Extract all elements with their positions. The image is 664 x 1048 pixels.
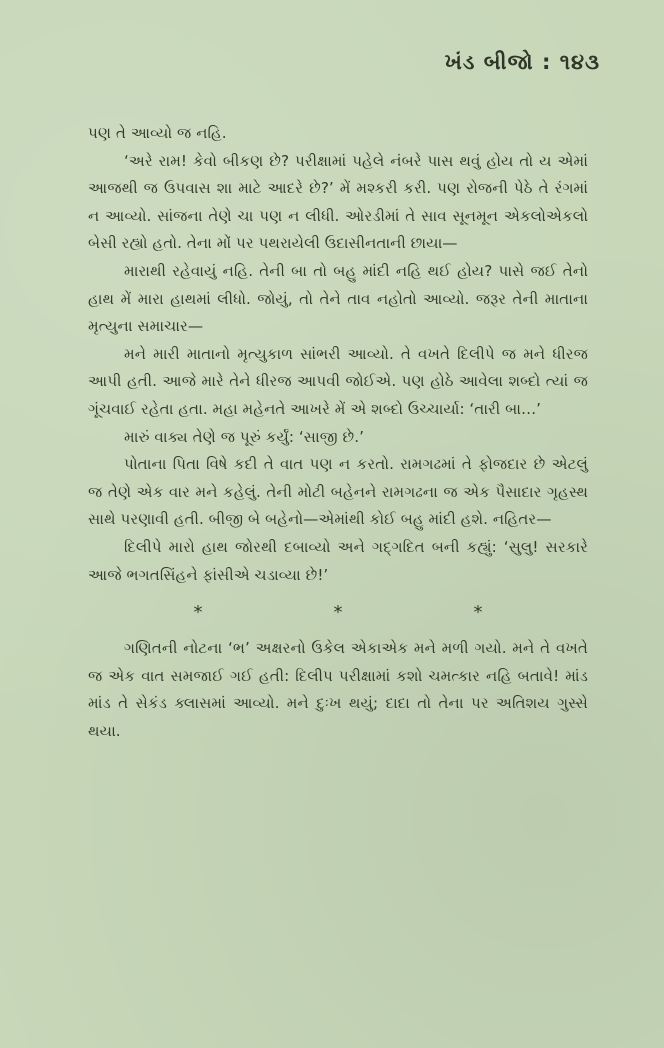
separator-star: * (473, 602, 483, 624)
page-header: ખંડ બીજો : ૧૪૩ (444, 50, 600, 74)
separator-star: * (193, 602, 203, 624)
paragraph: ગણિતની નોટના ‘ભ’ અક્ષરનો ઉકેલ એકાએક મને મળી ગયો. મને તે વખતે જ એક વાત સમજાઈ ગઈ હતી: દિલીપ પરીક્ષામાં કશો ચમત્કાર નહિ બતાવે! માંડ માંડ તે સેકંડ ક્લાસમાં આવ્યો. મને દુઃખ થયું; દાદા તો તેના પર અતિશય ગુસ્સે થયા. (88, 639, 588, 740)
paragraph: મારું વાક્ય તેણે જ પૂરું કર્યું: ‘સાજી છે.’ (124, 427, 364, 446)
paragraph: મને મારી માતાનો મૃત્યુકાળ સાંભરી આવ્યો. તે વખતે દિલીપે જ મને ધીરજ આપી હતી. આજે મારે તેને ધીરજ આપવી જોઈએ. પણ હોઠે આવેલા શબ્દો ત્યાં જ ગૂંચવાઈ રહેતા હતા. મહા મહેનતે આખરે મેં એ શબ્દો ઉચ્ચાર્યા: ‘તારી બા…’ (88, 344, 588, 418)
paragraph: પોતાના પિતા વિષે કદી તે વાત પણ ન કરતો. રામગઢમાં તે ફોજદાર છે એટલું જ તેણે એક વાર મને કહેલું. તેની મોટી બહેનને રામગઢના જ એક પૈસાદાર ગૃહસ્થ સાથે પરણાવી હતી. બીજી બે બહેનો—એમાંથી કોઈ બહુ માંદી હશે. નહિતર— (88, 455, 588, 529)
body-text (88, 120, 588, 745)
section-separator (88, 599, 588, 627)
paragraph: પણ તે આવ્યો જ નહિ. (88, 124, 227, 142)
paragraph: ‘અરે રામ! કેવો બીકણ છે? પરીક્ષામાં પહેલે નંબરે પાસ થવું હોય તો ય એમાં આજથી જ ઉપવાસ શા માટે આદરે છે?’ મેં મશ્કરી કરી. પણ રોજની પેઠે તે રંગમાં ન આવ્યો. સાંજના તેણે ચા પણ ન લીધી. ઓરડીમાં તે સાવ સૂનમૂન એકલોએકલો બેસી રહ્યો હતો. તેના મોં પર પથરાયેલી ઉદાસીનતાની છાયા— (88, 151, 588, 253)
separator-star: * (333, 602, 343, 624)
paragraph: મારાથી રહેવાયું નહિ. તેની બા તો બહુ માંદી નહિ થઈ હોય? પાસે જઈ તેનો હાથ મેં મારા હાથમાં લીધો. જોયું, તો તેને તાવ નહોતો આવ્યો. જરૂર તેની માતાના મૃત્યુના સમાચાર— (88, 261, 588, 336)
paragraph: દિલીપે મારો હાથ જોરથી દબાવ્યો અને ગદ્ગદિત બની કહ્યું: ‘સુલુ! સરકારે આજે ભગતસિંહને ફાંસીએ ચડાવ્યા છે!’ (88, 537, 588, 584)
